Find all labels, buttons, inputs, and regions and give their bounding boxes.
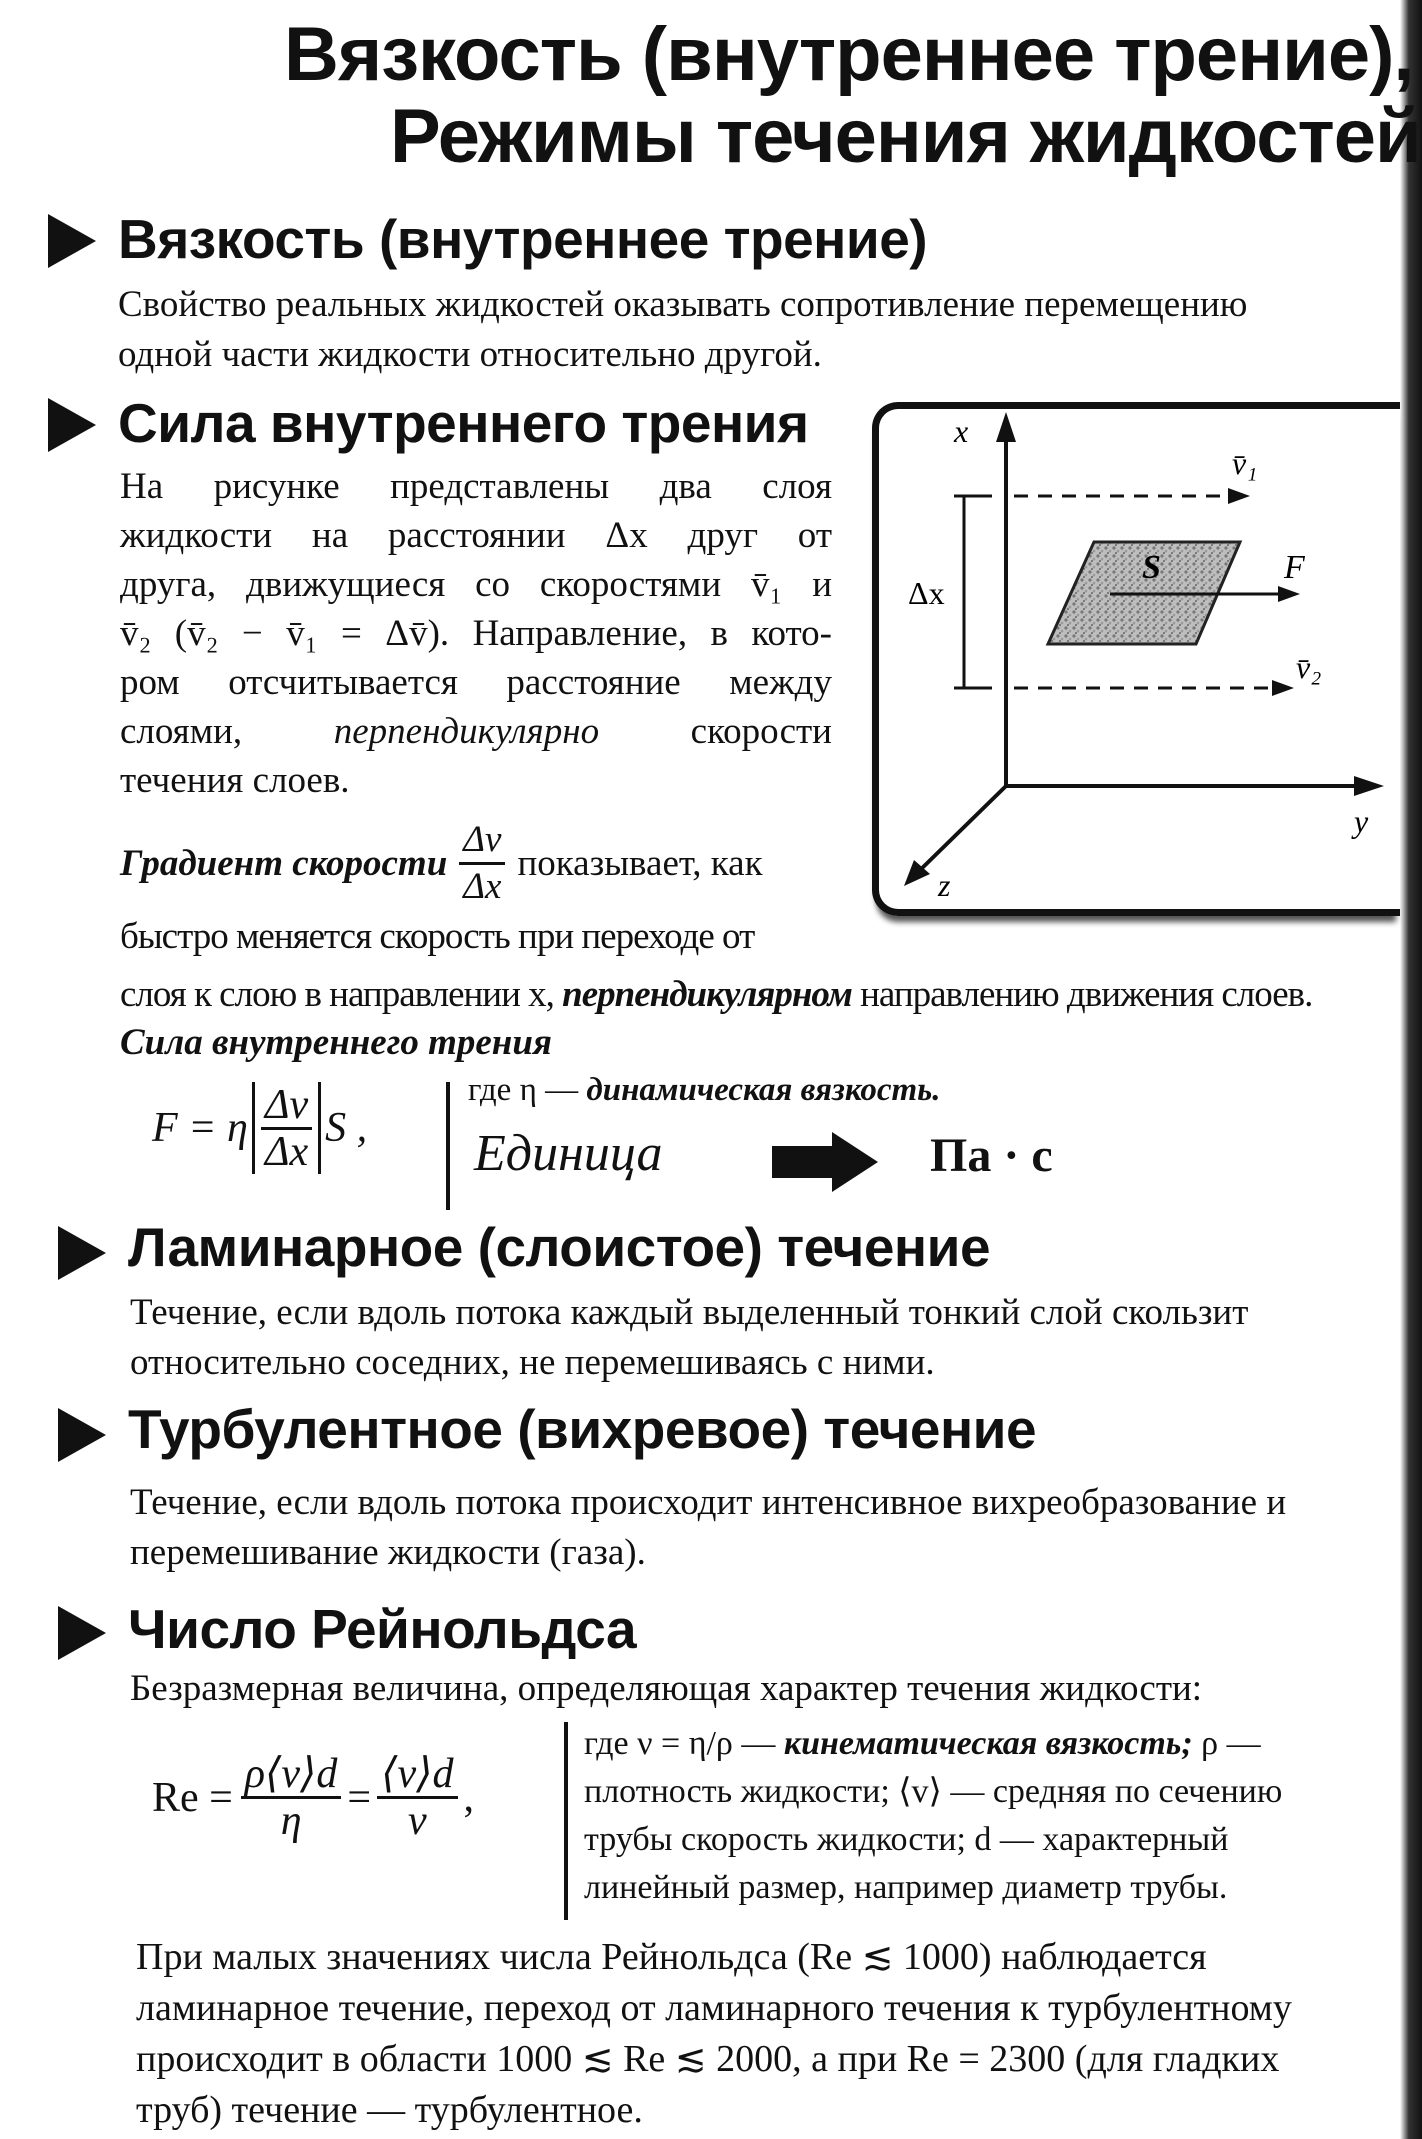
reynolds-where-line3: трубы скорость жидкости; d — характерный (584, 1821, 1229, 1858)
formula-fraction (261, 1083, 312, 1174)
unit-value: Па · с (930, 1129, 1053, 1182)
re-fraction-1 (241, 1752, 342, 1843)
friction-line: v̄₂ (v̄₂ − v̄₁ = Δv̄). Направление, в кото- (120, 613, 832, 654)
re-fraction-2 (377, 1752, 457, 1843)
where-rho: ρ — (1201, 1725, 1261, 1762)
page-title-line1: Вязкость (внутреннее трение), (284, 12, 1414, 97)
reynolds-final-line: труб) течение — турбулентное. (136, 2089, 643, 2131)
reynolds-final-line: При малых значениях числа Рейнольдса (Re ≲ 1000) наблюдается (136, 1936, 1207, 1978)
gradient-line1 (120, 818, 763, 909)
reynolds-final-line: происходит в области 1000 ≲ Re ≲ 2000, а при Re = 2300 (для гладких (136, 2038, 1280, 2080)
formula-left: F = η (152, 1105, 248, 1151)
friction-line: ром отсчитывается расстояние между (120, 662, 832, 703)
where-prefix: где η — (468, 1072, 579, 1108)
friction-formula (152, 1082, 367, 1174)
reynolds-where-line1 (584, 1720, 1282, 1768)
gradient-num: Δv (459, 818, 505, 865)
where-kinematic: кинематическая вязкость; (783, 1725, 1193, 1762)
reynolds-intro: Безразмерная величина, определяющая характер течения жидкости: (130, 1668, 1203, 1709)
formula-right: S , (325, 1105, 368, 1151)
formula-num: Δv (261, 1083, 312, 1130)
section-heading-reynolds: Число Рейнольдса (128, 1598, 637, 1660)
label-y: y (1354, 803, 1369, 839)
turbulent-text-line2: перемешивание жидкости (газа). (130, 1532, 646, 1573)
v2-arrow (1272, 680, 1294, 696)
section-marker-icon (54, 1404, 110, 1466)
unit-label: Единица (474, 1125, 663, 1182)
section-marker-icon (44, 210, 100, 272)
re-comma: , (463, 1774, 475, 1821)
unit-arrow-icon (770, 1130, 880, 1194)
section-heading-friction: Сила внутреннего трения (118, 392, 809, 454)
label-v1: v̄₁ (1232, 445, 1258, 481)
gradient-line3-c: направлению движения слоев. (860, 974, 1313, 1015)
where-nu: где ν = η/ρ — (584, 1725, 776, 1762)
figure-diagram (872, 402, 1400, 916)
gradient-line2: быстро меняется скорость при переходе от (120, 916, 755, 957)
friction-line: На рисунке представлены два слоя (120, 466, 832, 507)
section-marker-icon (54, 1222, 110, 1284)
re-f1-num: ρ⟨v⟩d (241, 1752, 342, 1799)
label-f: F⃗ (1284, 549, 1332, 586)
friction-line-6 (120, 707, 832, 756)
axis-z (914, 786, 1006, 876)
viscosity-text-line1: Свойство реальных жидкостей оказывать сопротивление перемещению (118, 284, 1248, 325)
where-term: динамическая вязкость. (586, 1072, 941, 1108)
friction-line: друга, движущиеся со скоростями v̄₁ и (120, 564, 832, 605)
label-z: z (938, 867, 951, 903)
reynolds-final (136, 1932, 1292, 2136)
abs-bar-left (252, 1082, 255, 1174)
gradient-label: Градиент скорости (120, 843, 448, 884)
re-f1-den: η (280, 1798, 302, 1844)
where-dynamic (468, 1072, 940, 1109)
re-f2-num: ⟨v⟩d (377, 1752, 457, 1799)
force-label: Сила внутреннего трения (120, 1022, 552, 1063)
reynolds-formula (152, 1752, 474, 1843)
viscosity-text-line2: одной части жидкости относительно другой. (118, 334, 822, 375)
section-heading-laminar: Ламинарное (слоистое) течение (128, 1216, 991, 1278)
v1-arrow (1228, 488, 1250, 504)
gradient-rest: показывает, как (517, 843, 763, 884)
section-marker-icon (44, 394, 100, 456)
gradient-line3 (120, 970, 1312, 1019)
friction-emphasis: перпендикулярно (333, 711, 600, 752)
label-dx: Δx (908, 575, 945, 611)
label-v2: v̄₂ (1296, 649, 1322, 685)
axis-x-arrow (996, 412, 1016, 442)
section-marker-icon (54, 1602, 110, 1664)
friction-paragraph (120, 462, 832, 805)
laminar-text-line2: относительно соседних, не перемешиваясь с ними. (130, 1342, 935, 1383)
friction-line: жидкости на расстоянии Δx друг от (120, 515, 832, 556)
turbulent-text-line1: Течение, если вдоль потока происходит интенсивное вихреобразование и (130, 1482, 1287, 1523)
page-edge-shadow (1400, 0, 1422, 2139)
axis-y-arrow (1354, 776, 1384, 796)
section-heading-turbulent: Турбулентное (вихревое) течение (128, 1398, 1037, 1460)
reynolds-divider (564, 1722, 568, 1920)
reynolds-where-line2: плотность жидкости; ⟨v⟩ — средняя по сечению (584, 1773, 1283, 1810)
gradient-line3-a: слоя к слою в направлении x, (120, 974, 554, 1015)
re-f2-den: ν (407, 1798, 427, 1844)
gradient-line3-b: перпендикулярном (562, 974, 852, 1015)
friction-word: слоями, (120, 711, 243, 752)
friction-word: скорости (690, 711, 832, 752)
section-heading-viscosity: Вязкость (внутреннее трение) (118, 208, 928, 270)
gradient-den: Δx (463, 866, 502, 907)
label-s: S (1142, 549, 1161, 586)
reynolds-where-line4: линейный размер, например диаметр трубы. (584, 1869, 1228, 1906)
re-eq: = (347, 1774, 372, 1821)
re-label: Re = (152, 1774, 233, 1821)
reynolds-where (584, 1720, 1282, 1912)
force-arrow (1278, 586, 1300, 602)
reynolds-final-line: ламинарное течение, переход от ламинарного течения к турбулентному (136, 1987, 1292, 2029)
formula-divider (446, 1082, 450, 1210)
page-title-line2: Режимы течения жидкостей (390, 94, 1421, 179)
friction-line: течения слоев. (120, 760, 350, 801)
gradient-fraction (459, 818, 505, 909)
label-x: x (954, 413, 969, 449)
laminar-text-line1: Течение, если вдоль потока каждый выделенный тонкий слой скользит (130, 1292, 1249, 1333)
abs-bar-right (318, 1082, 321, 1174)
formula-den: Δx (264, 1128, 309, 1175)
